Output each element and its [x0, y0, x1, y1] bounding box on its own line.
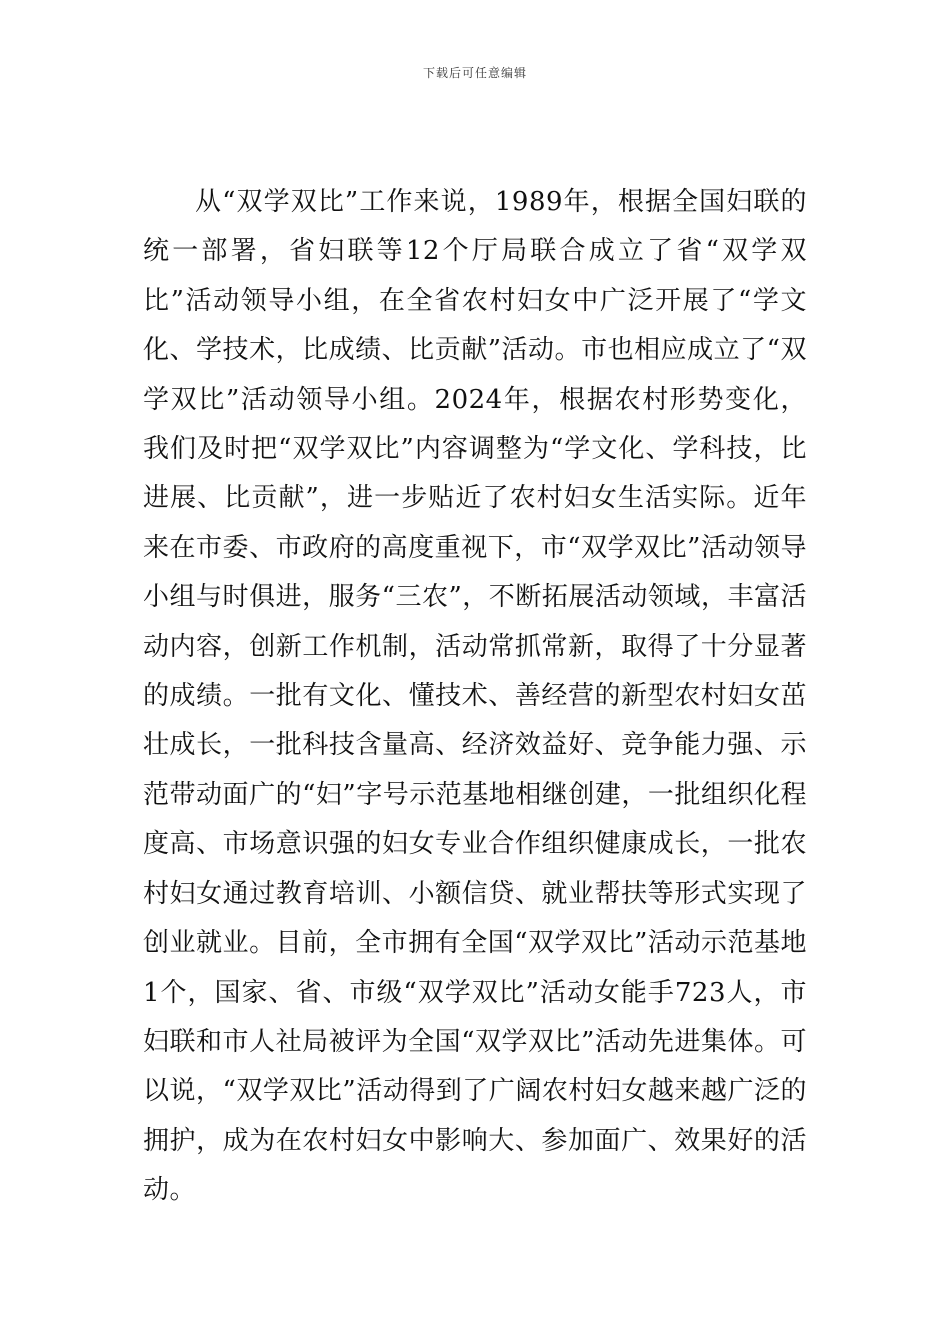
page-header: 下载后可任意编辑	[422, 66, 527, 80]
body-paragraph: 从“双学双比”工作来说，1989年，根据全国妇联的统一部署，省妇联等12个厅局联合成立了省“双学双比”活动领导小组，在全省农村妇女中广泛开展了“学文化、学技术，比成绩、比贡献”活动。市也相应成立了“双学双比”活动领导小组。2024年，根据农村形势变化，我们及时把“双学双比”内容调整为“学文化、学科技，比进展、比贡献”，进一步贴近了农村妇女生活实际。近年来在市委、市政府的高度重视下，市“双学双比”活动领导小组与时俱进，服务“三农”，不断拓展活动领域，丰富活动内容，创新工作机制，活动常抓常新，取得了十分显著的成绩。一批有文化、懂技术、善经营的新型农村妇女茁壮成长，一批科技含量高、经济效益好、竞争能力强、示范带动面广的“妇”字号示范基地相继创建，一批组织化程度高、市场意识强的妇女专业合作组织健康成长，一批农村妇女通过教育培训、小额信贷、就业帮扶等形式实现了创业就业。目前，全市拥有全国“双学双比”活动示范基地1个，国家、省、市级“双学双比”活动女能手723人，市妇联和市人社局被评为全国“双学双比”活动先进集体。可以说，“双学双比”活动得到了广阔农村妇女越来越广泛的拥护，成为在农村妇女中影响大、参加面广、效果好的活动。	[143, 187, 807, 1206]
